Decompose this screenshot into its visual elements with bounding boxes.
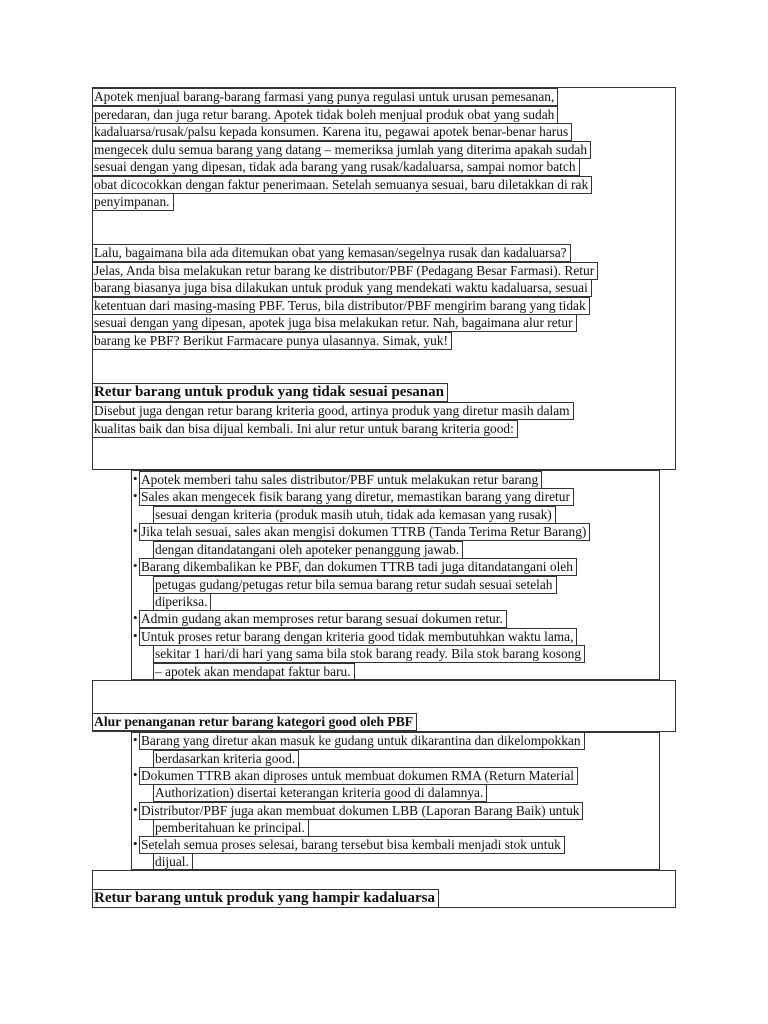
list-2-item-3-line-1: Distributor/PBF juga akan membuat dokumen LBB (Laporan Barang Baik) untuk (139, 802, 583, 820)
list-1-item-3-line-2: dengan ditandatangani oleh apoteker penanggung jawab. (153, 541, 463, 559)
intro-p2-line: sesuai dengan yang dipesan, apotek juga bisa melakukan retur. Nah, bagaimana alur retur (92, 314, 577, 332)
list-1-item-6-line-3: – apotek akan mendapat faktur baru. (153, 663, 355, 681)
intro-p1-line: kadaluarsa/rusak/palsu kepada konsumen. Karena itu, pegawai apotek benar-benar harus (92, 123, 572, 141)
bullet-dot: • (133, 802, 138, 817)
list-1-item-5-line-1: Admin gudang akan memproses retur barang sesuai dokumen retur. (139, 610, 507, 628)
list-1-item-2-line-1: Sales akan mengecek fisik barang yang diretur, memastikan barang yang diretur (139, 488, 574, 506)
list-2-item-4-line-1: Setelah semua proses selesai, barang tersebut bisa kembali menjadi stok untuk (139, 836, 565, 854)
intro-p1-line: sesuai dengan yang dipesan, tidak ada barang yang rusak/kadaluarsa, sampai nomor batch (92, 158, 580, 176)
intro-p2-line: Jelas, Anda bisa melakukan retur barang ke distributor/PBF (Pedagang Besar Farmasi). Retur (92, 262, 598, 280)
intro-p1-line: peredaran, dan juga retur barang. Apotek tidak boleh menjual produk obat yang sudah (92, 106, 558, 124)
intro-p1-line: mengecek dulu semua barang yang datang – memeriksa jumlah yang diterima apakah sudah (92, 141, 591, 159)
list-1-item-2-line-2: sesuai dengan kriteria (produk masih utuh, tidak ada kemasan yang rusak) (153, 506, 556, 524)
section-3-heading: Retur barang untuk produk yang hampir kadaluarsa (92, 889, 439, 908)
bullet-dot: • (133, 610, 138, 625)
list-1-item-1-line-1: Apotek memberi tahu sales distributor/PBF untuk melakukan retur barang (139, 471, 542, 489)
bullet-dot: • (133, 628, 138, 643)
section-1-heading: Retur barang untuk produk yang tidak sesuai pesanan (92, 383, 448, 402)
list-1-item-6-line-1: Untuk proses retur barang dengan kriteria good tidak membutuhkan waktu lama, (139, 628, 577, 646)
intro-p2-line: ketentuan dari masing-masing PBF. Terus, bila distributor/PBF mengirim barang yang tidak (92, 297, 590, 315)
bullet-dot: • (133, 836, 138, 851)
section-2-heading: Alur penanganan retur barang kategori good oleh PBF (92, 713, 417, 731)
list-2-item-3-line-2: pemberitahuan ke principal. (153, 819, 309, 837)
list-1-item-4-line-2: petugas gudang/petugas retur bila semua barang retur sudah sesuai setelah (153, 576, 557, 594)
list-2-item-2-line-1: Dokumen TTRB akan diproses untuk membuat dokumen RMA (Return Material (139, 767, 578, 785)
list-2-item-4-line-2: dijual. (153, 853, 193, 871)
list-1-item-3-line-1: Jika telah sesuai, sales akan mengisi dokumen TTRB (Tanda Terima Retur Barang) (139, 523, 590, 541)
intro-p2-line: barang biasanya juga bisa dilakukan untuk produk yang mendekati waktu kadaluarsa, sesuai (92, 279, 592, 297)
section-1-desc-line: kualitas baik dan bisa dijual kembali. Ini alur retur untuk barang kriteria good: (92, 420, 518, 438)
list-2-item-2-line-2: Authorization) disertai keterangan kriteria good di dalamnya. (153, 784, 487, 802)
bullet-dot: • (133, 732, 138, 747)
list-1-item-6-line-2: sekitar 1 hari/di hari yang sama bila stok barang ready. Bila stok barang kosong (153, 645, 585, 663)
bullet-dot: • (133, 558, 138, 573)
intro-p1-line: obat dicocokkan dengan faktur penerimaan. Setelah semuanya sesuai, baru diletakkan di rak (92, 176, 592, 194)
intro-p2-line: barang ke PBF? Berikut Farmacare punya ulasannya. Simak, yuk! (92, 332, 452, 350)
bullet-dot: • (133, 767, 138, 782)
bullet-dot: • (133, 488, 138, 503)
bullet-dot: • (133, 523, 138, 538)
intro-p1-line: penyimpanan. (92, 193, 174, 211)
list-1-item-4-line-3: diperiksa. (153, 593, 211, 611)
bullet-dot: • (133, 471, 138, 486)
intro-p2-line: Lalu, bagaimana bila ada ditemukan obat yang kemasan/segelnya rusak dan kadaluarsa? (92, 244, 571, 262)
section-1-desc-line: Disebut juga dengan retur barang kriteria good, artinya produk yang diretur masih dalam (92, 402, 574, 420)
intro-p1-line: Apotek menjual barang-barang farmasi yang punya regulasi untuk urusan pemesanan, (92, 88, 558, 106)
list-1-item-4-line-1: Barang dikembalikan ke PBF, dan dokumen TTRB tadi juga ditandatangani oleh (139, 558, 577, 576)
list-2-item-1-line-1: Barang yang diretur akan masuk ke gudang untuk dikarantina dan dikelompokkan (139, 732, 585, 750)
list-2-item-1-line-2: berdasarkan kriteria good. (153, 750, 299, 768)
